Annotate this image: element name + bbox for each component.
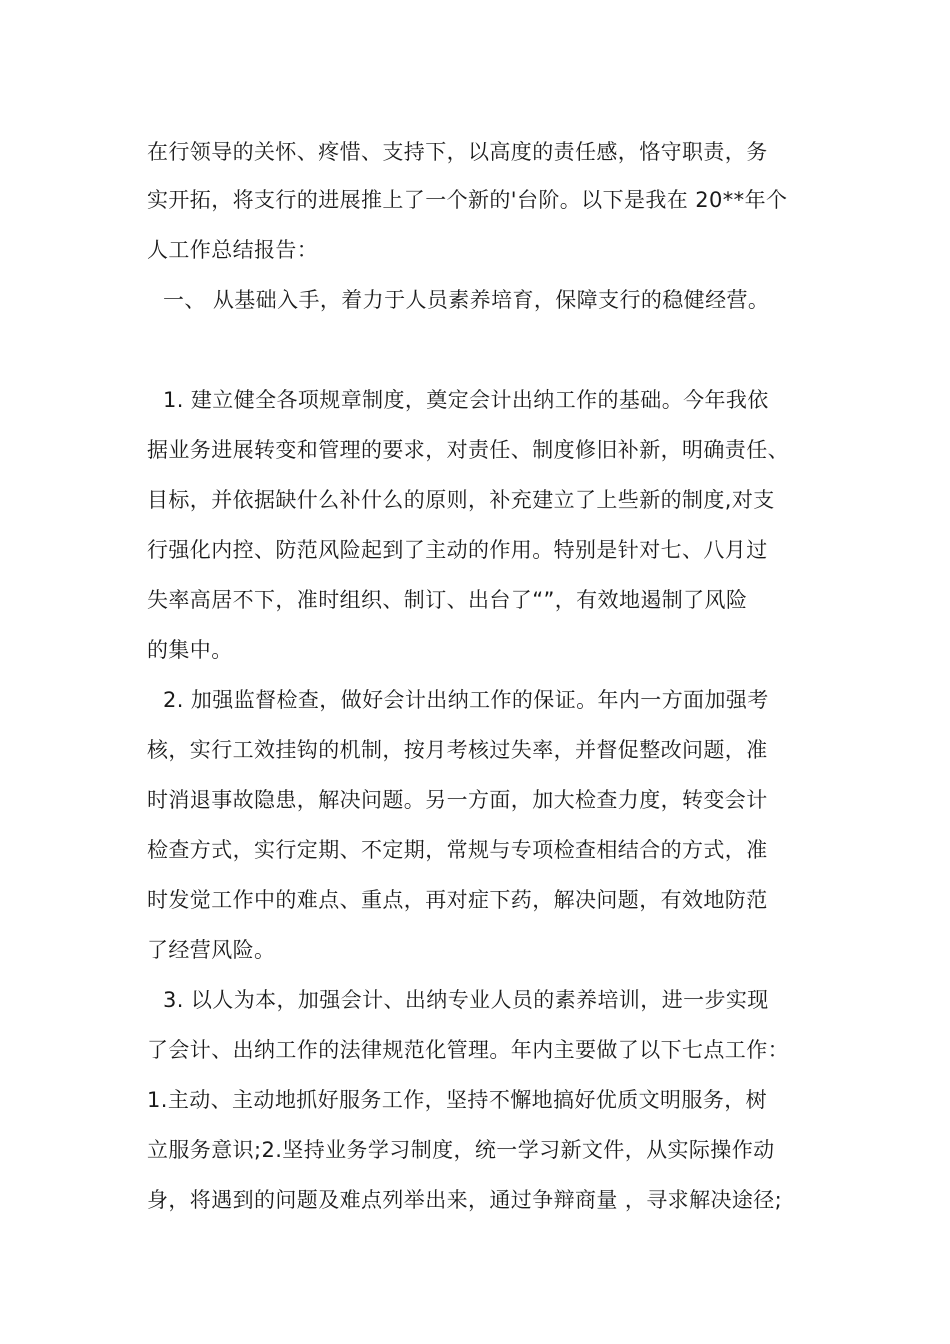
body-text-line: 了会计、出纳工作的法律规范化管理。年内主要做了以下七点工作：	[147, 1038, 789, 1062]
body-text-line: 目标，并依据缺什么补什么的原则，补充建立了上些新的制度,对支	[147, 488, 775, 512]
body-text-line: 在行领导的关怀、疼惜、支持下，以高度的责任感，恪守职责，务	[147, 140, 768, 164]
body-text-line: 的集中。	[147, 638, 233, 662]
body-text-line: 身，将遇到的问题及难点列举出来，通过争辩商量 ，寻求解决途径;	[147, 1188, 783, 1212]
body-text-line: 2. 加强监督检查，做好会计出纳工作的保证。年内一方面加强考	[163, 688, 769, 712]
body-text-line: 时消退事故隐患，解决问题。另一方面，加大检查力度，转变会计	[147, 788, 768, 812]
body-text-line: 了经营风险。	[147, 938, 276, 962]
body-text-line: 3. 以人为本，加强会计、出纳专业人员的素养培训，进一步实现	[163, 988, 769, 1012]
body-text-line: 立服务意识;2.坚持业务学习制度，统一学习新文件，从实际操作动	[147, 1138, 775, 1162]
body-text-line: 时发觉工作中的难点、重点，再对症下药，解决问题，有效地防范	[147, 888, 768, 912]
body-text-line: 据业务进展转变和管理的要求，对责任、制度修旧补新，明确责任、	[147, 438, 789, 462]
body-text-line: 人工作总结报告：	[147, 238, 319, 262]
body-text-line: 失率高居不下，准时组织、制订、出台了“”，有效地遏制了风险	[147, 588, 748, 612]
body-text-line: 1.主动、主动地抓好服务工作，坚持不懈地搞好优质文明服务，树	[147, 1088, 768, 1112]
section-heading: 一、 从基础入手，着力于人员素养培育，保障支行的稳健经营。	[163, 288, 770, 312]
body-text-line: 核，实行工效挂钩的机制，按月考核过失率，并督促整改问题，准	[147, 738, 768, 762]
body-text-line: 实开拓，将支行的进展推上了一个新的'台阶。以下是我在 20**年个	[147, 188, 788, 212]
body-text-line: 检查方式，实行定期、不定期，常规与专项检查相结合的方式，准	[147, 838, 768, 862]
body-text-line: 1. 建立健全各项规章制度，奠定会计出纳工作的基础。今年我依	[163, 388, 769, 412]
body-text-line: 行强化内控、防范风险起到了主动的作用。特别是针对七、八月过	[147, 538, 768, 562]
